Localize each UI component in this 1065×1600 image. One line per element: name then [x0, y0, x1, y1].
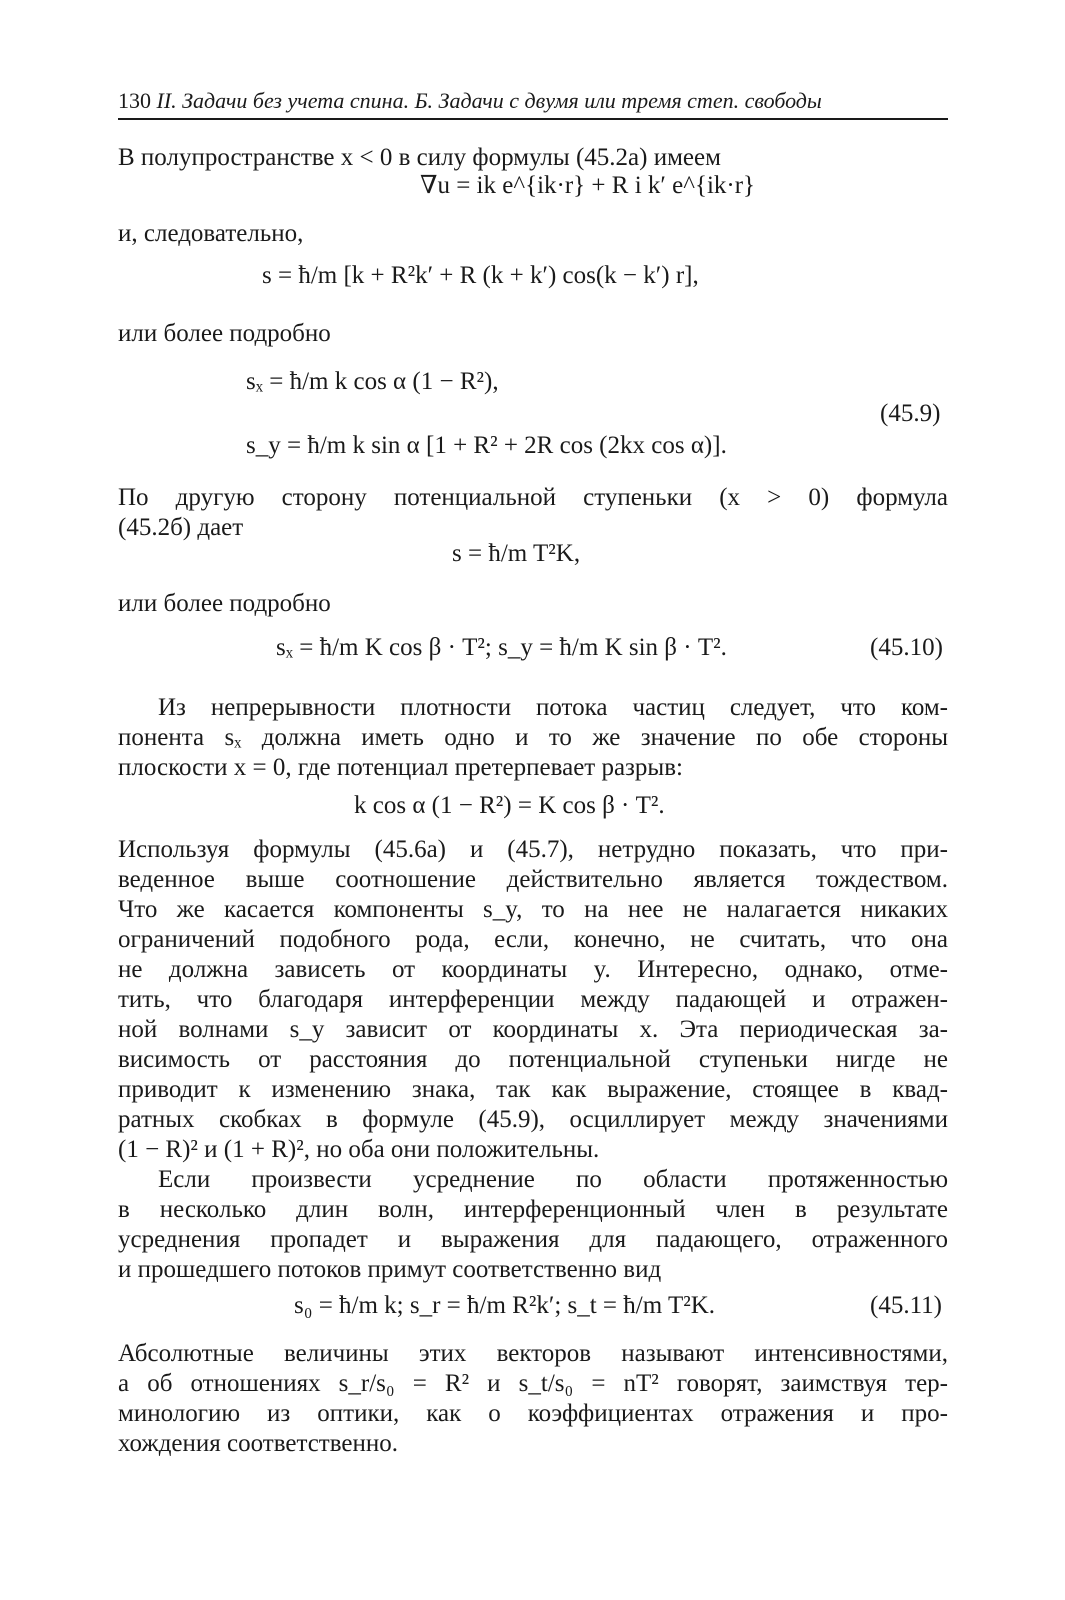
equation-content: k cos α (1 − R²) = K cos β · T². [354, 792, 665, 819]
text-line: понента sₓ должна иметь одно и то же значение по обе стороны [118, 724, 948, 751]
text-line: плоскости x = 0, где потенциал претерпевает разрыв: [118, 754, 683, 781]
equation-flux-s [262, 262, 699, 290]
text-line: тить, что благодаря интерференции между падающей и отражен- [118, 986, 948, 1013]
text-line: и, следовательно, [118, 220, 304, 247]
equation-content: ∇u = ik e^{ik·r} + R i k′ e^{ik·r} [420, 172, 756, 199]
page-number: 130 [118, 88, 151, 113]
text-line: висимость от расстояния до потенциальной ступеньки нигде не [118, 1046, 948, 1073]
text-line: или более подробно [118, 320, 331, 347]
text-line: В полупространстве x < 0 в силу формулы (45.2а) имеем [118, 144, 721, 171]
text-line: хождения соответственно. [118, 1430, 398, 1457]
equation-number: (45.9) [880, 400, 941, 427]
equation-continuity [354, 792, 665, 820]
text-line: (45.2б) дает [118, 514, 244, 541]
text-line: а об отношениях s_r/s₀ = R² и s_t/s₀ = nT² говорят, заимствуя тер- [118, 1370, 948, 1397]
header-rule [118, 118, 948, 120]
text-line: Если произвести усреднение по области протяженностью [158, 1166, 948, 1193]
text-line: или более подробно [118, 590, 331, 617]
equation-content: s_y = ħ/m k sin α [1 + R² + 2R cos (2kx cos α)]. [246, 432, 727, 459]
equation-averaged-fluxes [294, 1292, 715, 1320]
text-line: Абсолютные величины этих векторов называют интенсивностями, [118, 1340, 948, 1367]
running-header [118, 88, 948, 114]
equation-sx [246, 368, 499, 396]
text-line: и прошедшего потоков примут соответственно вид [118, 1256, 662, 1283]
equation-sx-sy-transmitted [276, 634, 727, 662]
equation-content: s = ħ/m [k + R²k′ + R (k + k′) cos(k − k′) r], [262, 262, 699, 289]
equation-number: (45.11) [870, 1292, 942, 1319]
text-line: Что же касается компоненты s_y, то на нее не налагается никаких [118, 896, 948, 923]
text-line: усреднения пропадет и выражения для падающего, отраженного [118, 1226, 948, 1253]
running-title: II. Задачи без учета спина. Б. Задачи с двумя или тремя степ. свободы [156, 88, 822, 113]
text-line: Из непрерывности плотности потока частиц следует, что ком- [158, 694, 948, 721]
text-line: ратных скобках в формуле (45.9), осциллирует между значениями [118, 1106, 948, 1133]
text-line: минологию из оптики, как о коэффициентах отражения и про- [118, 1400, 948, 1427]
text-line: в несколько длин волн, интерференционный член в результате [118, 1196, 948, 1223]
equation-number: (45.10) [870, 634, 943, 661]
equation-content: sₓ = ħ/m K cos β · T²; s_y = ħ/m K sin β · T². [276, 634, 727, 661]
equation-sy [246, 432, 727, 460]
equation-flux-transmitted [452, 540, 580, 568]
text-line: приводит к изменению знака, так как выражение, стоящее в квад- [118, 1076, 948, 1103]
text-line: Используя формулы (45.6а) и (45.7), нетрудно показать, что при- [118, 836, 948, 863]
equation-content: s₀ = ħ/m k; s_r = ħ/m R²k′; s_t = ħ/m T²K. [294, 1292, 716, 1319]
text-line: не должна зависеть от координаты y. Интересно, однако, отме- [118, 956, 948, 983]
text-line: ограничений подобного рода, если, конечно, не считать, что она [118, 926, 948, 953]
equation-grad-u [420, 170, 755, 200]
text-line: (1 − R)² и (1 + R)², но оба они положительны. [118, 1136, 600, 1163]
text-line: По другую сторону потенциальной ступеньки (x > 0) формула [118, 484, 948, 511]
text-line: веденное выше соотношение действительно является тождеством. [118, 866, 948, 893]
text-line: ной волнами s_y зависит от координаты x. Эта периодическая за- [118, 1016, 948, 1043]
equation-content: s = ħ/m T²K, [452, 540, 581, 567]
equation-content: sₓ = ħ/m k cos α (1 − R²), [246, 368, 499, 395]
